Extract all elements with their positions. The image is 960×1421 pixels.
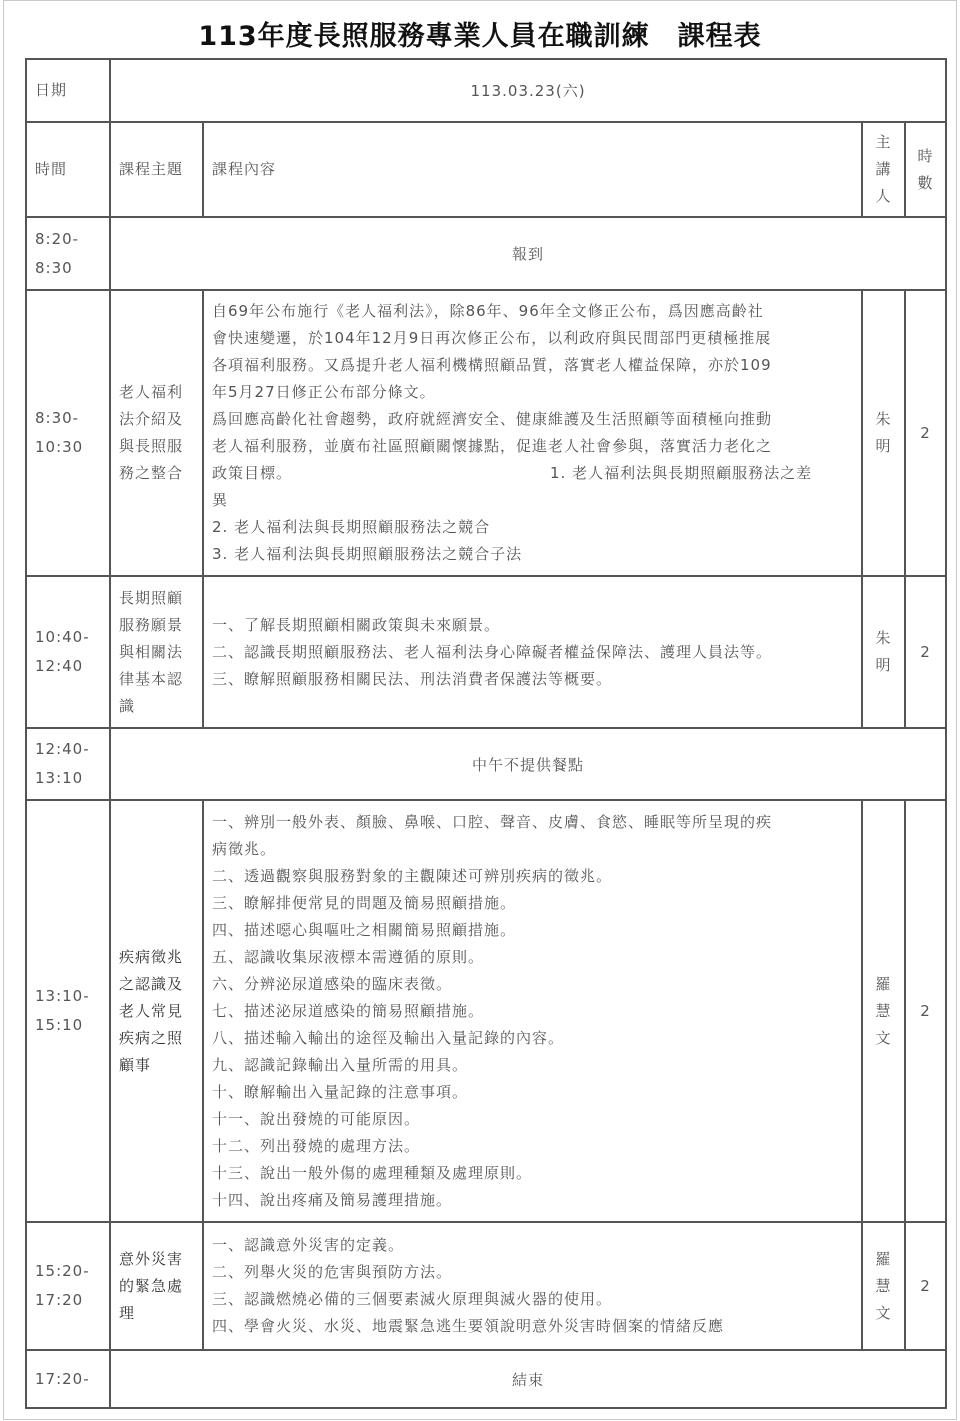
end-time	[26, 1350, 110, 1408]
content-line: 十三、說出一般外傷的處理種類及處理原則。	[212, 1163, 533, 1182]
topic-line: 老人福利	[119, 383, 184, 401]
lunch-notice: 中午不提供餐點	[110, 728, 946, 800]
topic-line: 顧事	[119, 1055, 152, 1074]
topic-line: 與長照服	[119, 437, 184, 455]
content-segment: 政策目標。	[212, 464, 293, 482]
content-line: 年5月27日修正公布部分條文。	[212, 383, 436, 401]
session3-topic	[110, 800, 203, 1222]
session4-lecturer	[862, 1222, 905, 1350]
content-line: 老人福利服務，並廣布社區照顧關懷據點，促進老人社會參與，落實活力老化之	[212, 437, 773, 455]
topic-line: 意外災害	[119, 1249, 184, 1268]
content-line: 一、辨別一般外表、顏臉、鼻喉、口腔、聲音、皮膚、食慾、睡眠等所呈現的疾	[212, 812, 773, 831]
topic-line: 理	[119, 1303, 136, 1322]
session-row-1	[26, 290, 946, 576]
content-line: 病徵兆。	[212, 839, 277, 858]
lecturer-char: 朱	[875, 629, 892, 647]
topic-line: 服務願景	[119, 615, 184, 634]
header-hours-char: 數	[917, 173, 934, 192]
topic-line: 的緊急處	[119, 1276, 184, 1295]
time-line: 15:10	[35, 1016, 84, 1034]
time-line: 10:30	[35, 438, 84, 456]
content-line: 自69年公布施行《老人福利法》，除86年、96年全文修正公布，爲因應高齡社	[212, 302, 764, 320]
content-line	[212, 460, 853, 487]
lecturer-char: 文	[875, 1303, 892, 1322]
header-hours	[905, 122, 946, 217]
session3-time	[26, 800, 110, 1222]
content-line: 二、認識長期照顧服務法、老人福利法身心障礙者權益保障法、護理人員法等。	[212, 642, 773, 661]
content-line: 3. 老人福利法與長期照顧服務法之競合子法	[212, 545, 523, 563]
topic-line: 老人常見	[119, 1001, 184, 1020]
date-label: 日期	[26, 59, 110, 122]
content-line: 二、列舉火災的危害與預防方法。	[212, 1263, 453, 1281]
document-title: 113年度長照服務專業人員在職訓練 課程表	[198, 21, 762, 52]
topic-line: 與相關法	[119, 642, 184, 661]
session4-topic	[110, 1222, 203, 1350]
topic-line: 法介紹及	[119, 410, 184, 428]
content-line: 2. 老人福利法與長期照顧服務法之競合	[212, 518, 491, 536]
topic-line: 務之整合	[119, 464, 184, 482]
content-line: 六、分辨泌尿道感染的臨床表徵。	[212, 974, 453, 993]
header-time: 時間	[26, 122, 110, 217]
lunch-row	[26, 728, 946, 800]
time-line: 8:30-	[35, 409, 80, 427]
session1-content	[203, 290, 862, 576]
session1-topic	[110, 290, 203, 576]
end-row	[26, 1350, 946, 1408]
content-segment: 1. 老人福利法與長期照顧服務法之差	[550, 464, 813, 482]
time-line: 17:20	[35, 1291, 84, 1309]
session-row-2	[26, 576, 946, 728]
session2-hours: 2	[905, 576, 946, 728]
session3-hours: 2	[905, 800, 946, 1222]
lunch-time	[26, 728, 110, 800]
session4-content	[203, 1222, 862, 1350]
time-line: 13:10	[35, 769, 84, 787]
content-line: 十、瞭解輸出入量記錄的注意事項。	[212, 1082, 469, 1101]
content-line: 七、描述泌尿道感染的簡易照顧措施。	[212, 1001, 485, 1020]
content-line: 四、學會火災、水災、地震緊急逃生要領說明意外災害時個案的情緒反應	[212, 1317, 725, 1335]
time-line: 13:10-	[35, 987, 90, 1005]
session4-time	[26, 1222, 110, 1350]
time-line: 10:40-	[35, 628, 90, 646]
session-row-3	[26, 800, 946, 1222]
header-content: 課程內容	[203, 122, 862, 217]
topic-line: 識	[119, 696, 136, 715]
time-line: 17:20-	[35, 1369, 90, 1388]
content-line: 一、認識意外災害的定義。	[212, 1236, 405, 1254]
lecturer-char: 慧	[875, 1001, 892, 1020]
lecturer-char: 羅	[875, 974, 892, 993]
content-line: 九、認識記錄輸出入量所需的用具。	[212, 1055, 469, 1074]
content-line: 八、描述輸入輸出的途徑及輸出入量記錄的內容。	[212, 1028, 565, 1047]
content-line: 二、透過觀察與服務對象的主觀陳述可辨別疾病的徵兆。	[212, 866, 613, 885]
content-line: 爲回應高齡化社會趨勢，政府就經濟安全、健康維護及生活照顧等面積極向推動	[212, 410, 773, 428]
topic-line: 疾病之照	[119, 1028, 184, 1047]
lecturer-char: 明	[875, 656, 892, 674]
session2-content	[203, 576, 862, 728]
session-row-4	[26, 1222, 946, 1350]
topic-line: 律基本認	[119, 669, 184, 688]
topic-line: 之認識及	[119, 974, 184, 993]
header-lecturer-char: 人	[875, 187, 892, 205]
header-row	[26, 122, 946, 217]
time-line: 8:30	[35, 258, 73, 277]
content-line: 十四、說出疼痛及簡易護理措施。	[212, 1190, 453, 1209]
session2-topic	[110, 576, 203, 728]
session1-time	[26, 290, 110, 576]
date-value: 113.03.23(六)	[110, 59, 946, 122]
content-line: 十二、列出發燒的處理方法。	[212, 1136, 421, 1155]
header-lecturer	[862, 122, 905, 217]
session4-hours: 2	[905, 1222, 946, 1350]
checkin-text: 報到	[110, 217, 946, 290]
lecturer-char: 慧	[875, 1276, 892, 1295]
header-lecturer-char: 主	[875, 133, 892, 151]
content-line: 會快速變遷，於104年12月9日再次修正公布，以利政府與民間部門更積極推展	[212, 329, 772, 347]
content-line: 三、認識燃燒必備的三個要素滅火原理與滅火器的使用。	[212, 1290, 613, 1308]
lecturer-char: 朱	[875, 410, 892, 428]
session2-time	[26, 576, 110, 728]
content-line: 四、描述噁心與嘔吐之相關簡易照顧措施。	[212, 920, 517, 939]
checkin-time	[26, 217, 110, 290]
content-line: 異	[212, 491, 229, 509]
header-hours-char: 時	[917, 146, 934, 165]
topic-line: 長期照顧	[119, 588, 184, 607]
time-line: 8:20-	[35, 229, 80, 248]
topic-line: 疾病徵兆	[119, 947, 184, 966]
content-line: 各項福利服務。又爲提升老人福利機構照顧品質，落實老人權益保障，亦於109	[212, 356, 772, 374]
session1-hours: 2	[905, 290, 946, 576]
session1-lecturer	[862, 290, 905, 576]
end-text: 結束	[110, 1350, 946, 1408]
lecturer-char: 文	[875, 1028, 892, 1047]
date-row	[26, 59, 946, 122]
time-line: 12:40	[35, 657, 84, 675]
time-line: 15:20-	[35, 1262, 90, 1280]
lecturer-char: 羅	[875, 1249, 892, 1268]
session2-lecturer	[862, 576, 905, 728]
content-line: 三、瞭解照顧服務相關民法、刑法消費者保護法等概要。	[212, 669, 613, 688]
header-lecturer-char: 講	[875, 160, 892, 178]
content-line: 三、瞭解排便常見的問題及簡易照顧措施。	[212, 893, 517, 912]
session3-lecturer	[862, 800, 905, 1222]
header-topic: 課程主題	[110, 122, 203, 217]
time-line: 12:40-	[35, 740, 90, 758]
content-line: 十一、說出發燒的可能原因。	[212, 1109, 421, 1128]
content-line: 五、認識收集尿液標本需遵循的原則。	[212, 947, 485, 966]
lecturer-char: 明	[875, 437, 892, 455]
checkin-row	[26, 217, 946, 290]
session3-content	[203, 800, 862, 1222]
content-line: 一、了解長期照顧相關政策與未來願景。	[212, 615, 501, 634]
schedule-table	[25, 58, 947, 1409]
